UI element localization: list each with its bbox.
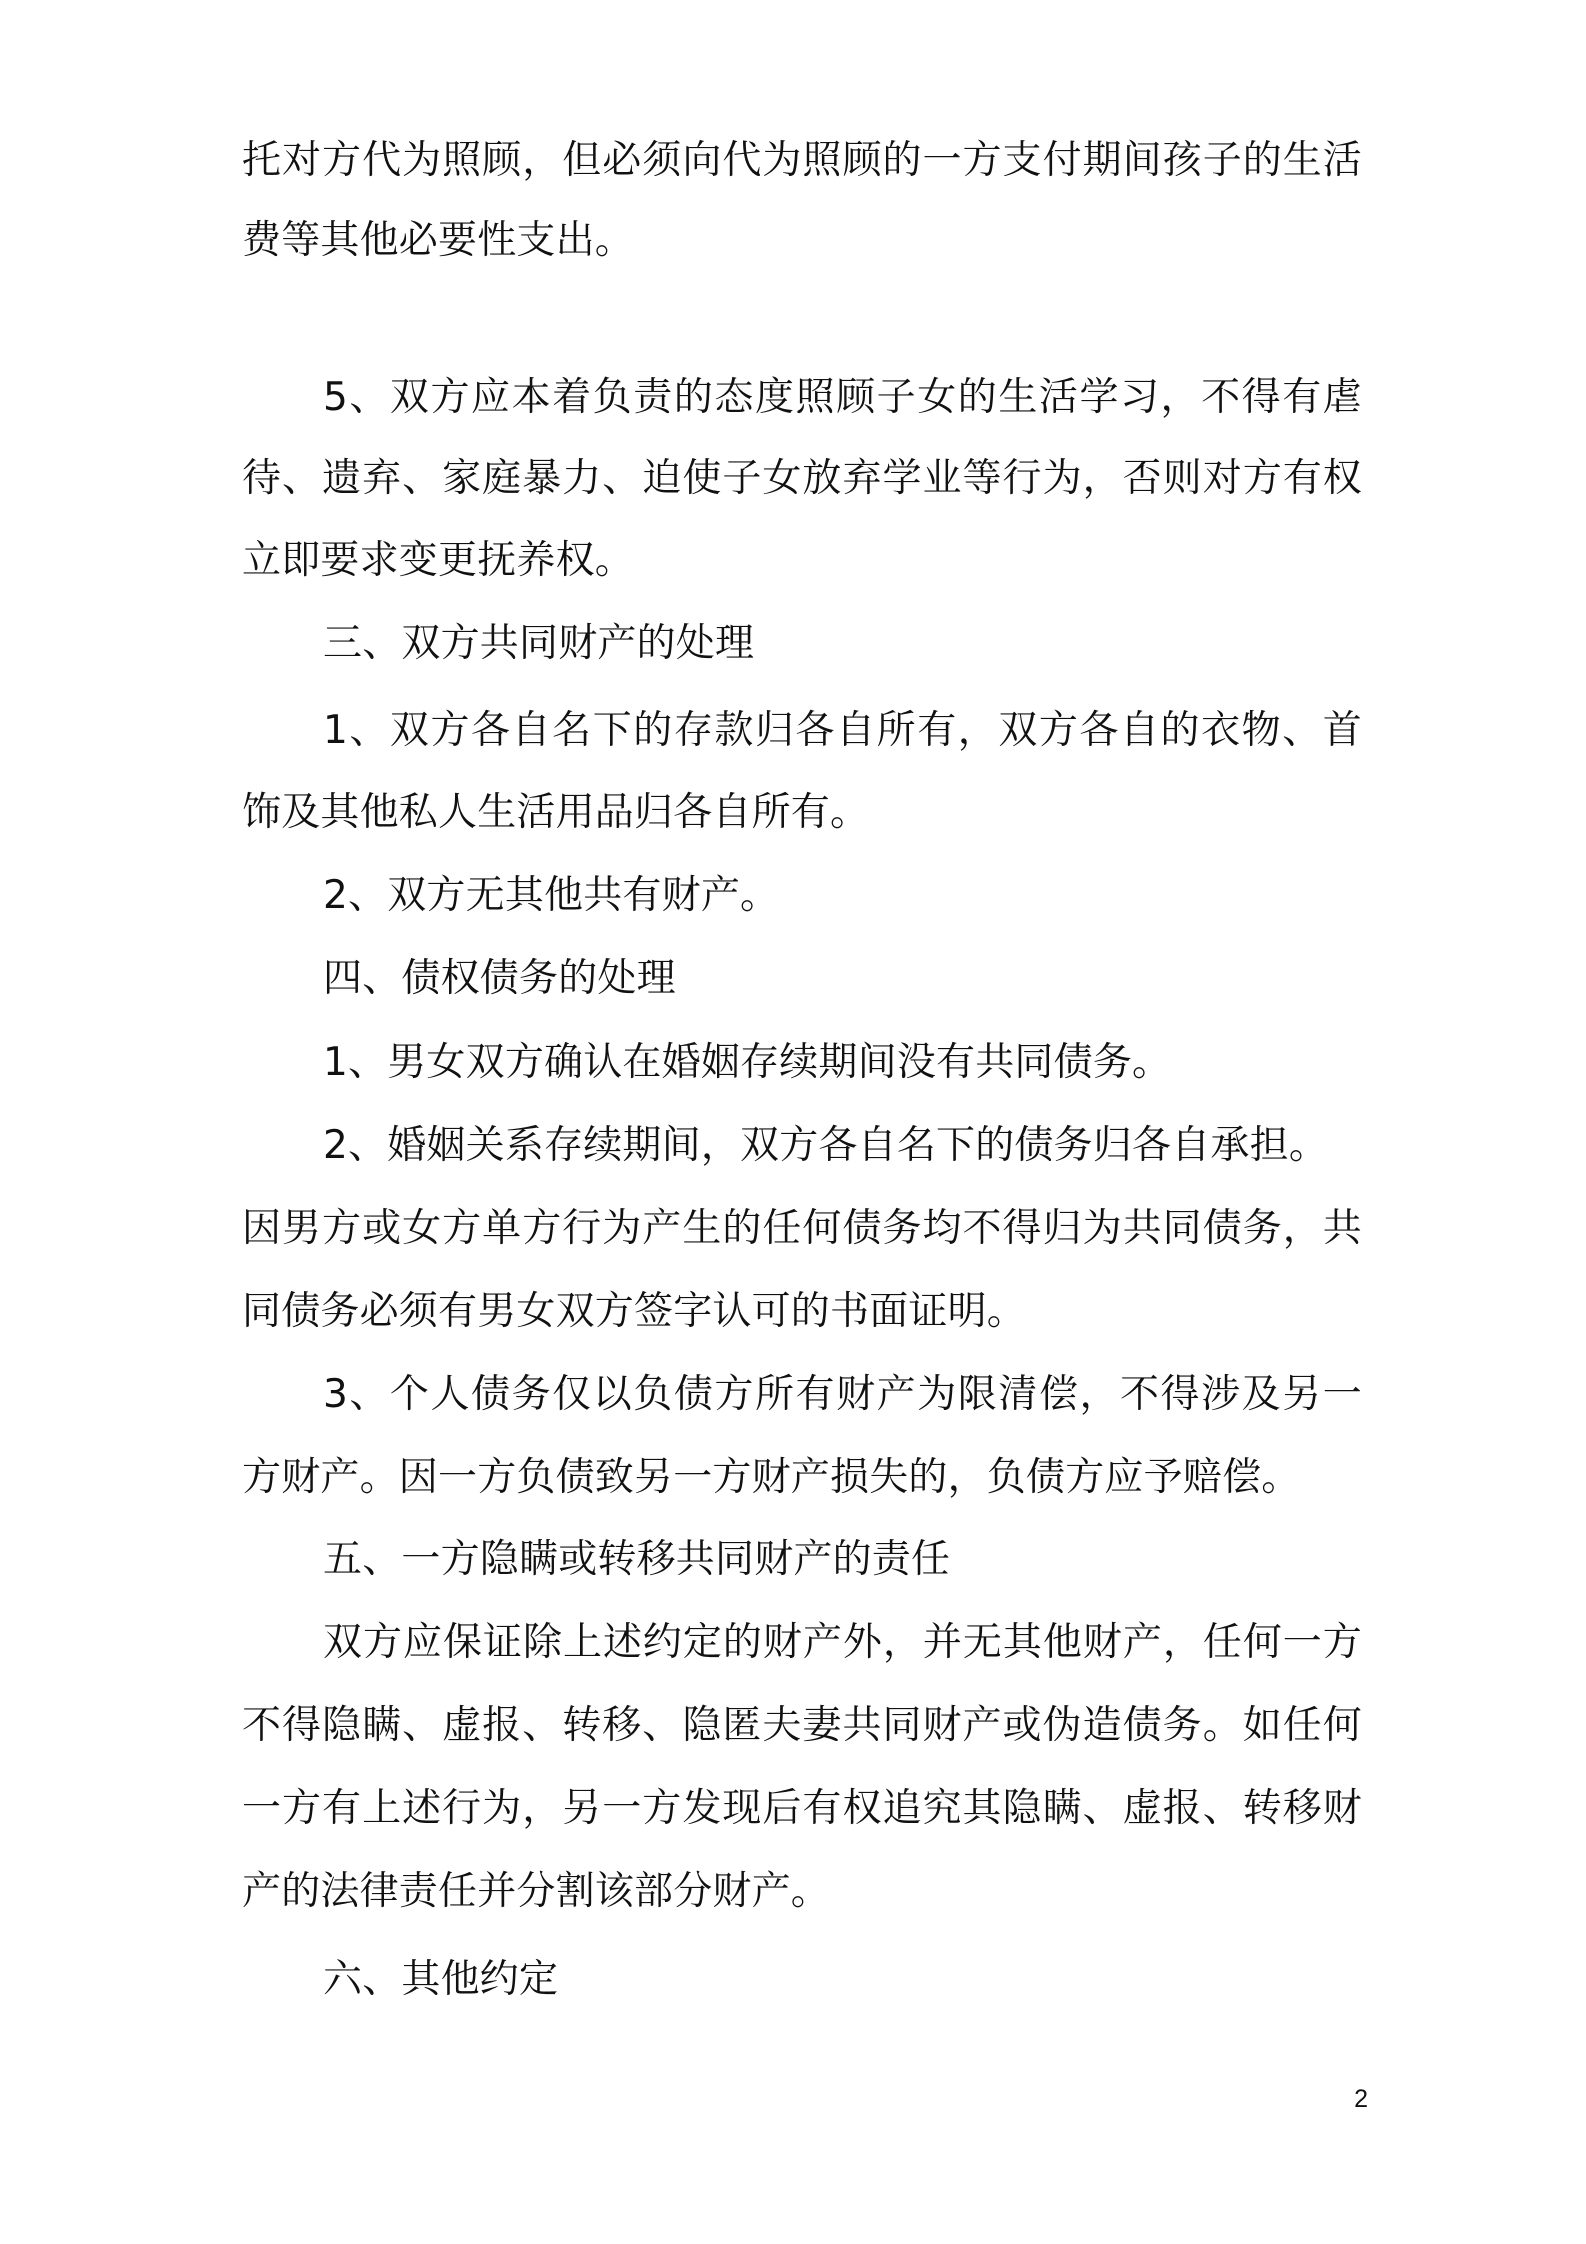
body-text-line: 同债务必须有男女双方签字认可的书面证明。	[242, 1289, 1027, 1334]
paragraph-start-line: 双方应保证除上述约定的财产外，并无其他财产，任何一方	[323, 1620, 1362, 1665]
body-text-line: 一方有上述行为，另一方发现后有权追究其隐瞒、虚报、转移财	[242, 1786, 1362, 1831]
body-text-line: 立即要求变更抚养权。	[242, 538, 635, 583]
body-text-line: 托对方代为照顾，但必须向代为照顾的一方支付期间孩子的生活	[242, 138, 1362, 183]
body-text-line: 方财产。因一方负债致另一方财产损失的，负债方应予赔偿。	[242, 1455, 1301, 1500]
section-heading: 六、其他约定	[323, 1957, 559, 2002]
page-number: 2	[1354, 2085, 1368, 2113]
paragraph-start-line: 5、双方应本着负责的态度照顾子女的生活学习，不得有虐	[323, 375, 1362, 420]
body-text-line: 因男方或女方单方行为产生的任何债务均不得归为共同债务，共	[242, 1206, 1362, 1251]
body-text-line: 饰及其他私人生活用品归各自所有。	[242, 790, 870, 835]
body-text-line: 费等其他必要性支出。	[242, 218, 635, 263]
body-text-line: 待、遗弃、家庭暴力、迫使子女放弃学业等行为，否则对方有权	[242, 456, 1362, 501]
paragraph-start-line: 3、个人债务仅以负债方所有财产为限清偿，不得涉及另一	[323, 1372, 1362, 1417]
paragraph-start-line: 2、婚姻关系存续期间，双方各自名下的债务归各自承担。	[323, 1123, 1329, 1168]
section-heading: 三、双方共同财产的处理	[323, 621, 755, 666]
body-text-line: 不得隐瞒、虚报、转移、隐匿夫妻共同财产或伪造债务。如任何	[242, 1703, 1362, 1748]
paragraph-line: 1、男女双方确认在婚姻存续期间没有共同债务。	[323, 1040, 1172, 1085]
section-heading: 五、一方隐瞒或转移共同财产的责任	[323, 1537, 951, 1582]
section-heading: 四、债权债务的处理	[323, 956, 676, 1001]
paragraph-line: 2、双方无其他共有财产。	[323, 873, 780, 918]
paragraph-start-line: 1、双方各自名下的存款归各自所有，双方各自的衣物、首	[323, 708, 1362, 753]
body-text-line: 产的法律责任并分割该部分财产。	[242, 1869, 831, 1914]
